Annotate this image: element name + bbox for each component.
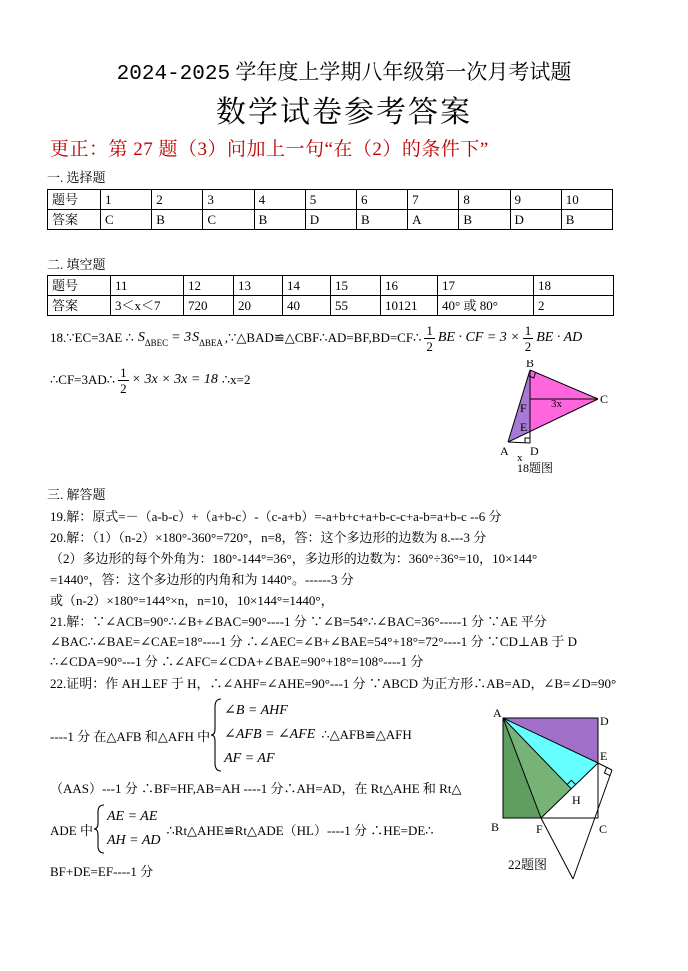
table-cell: 答案: [48, 210, 101, 230]
table-cell: B: [152, 210, 203, 230]
table-cell: 10121: [381, 296, 438, 316]
table-row: [48, 210, 613, 230]
table-cell: 3: [203, 190, 254, 210]
correction-note: 更正：第 27 题（3）问加上一句“在（2）的条件下”: [50, 139, 489, 160]
q22-system-1: [50, 698, 412, 772]
condition: ∠B = AHF: [224, 703, 288, 718]
solution-line: ∠BAC∴∠BAE=∠CAE=18°----1 分 ∴∠AEC=∠B+∠BAE=54°+18°=72°----1 分 ∵CD⊥AB 于 D: [50, 634, 578, 649]
solutions-heading: 三. 解答题: [47, 487, 106, 502]
table-cell: 1: [101, 190, 152, 210]
q18-expression: BE · CF = 3 ×: [437, 330, 520, 345]
fig22-label-h: H: [572, 793, 581, 807]
fig18-label-d: D: [530, 444, 539, 458]
q22-line-3: （AAS）---1 分 ∴BF=HF,AB=AH ----1 分∴AH=AD，在 Rt△AHE 和 Rt△: [50, 781, 462, 796]
fig18-label-c: C: [600, 392, 609, 406]
fig22-caption: 22题图: [508, 857, 548, 872]
q22-conditions-2: [107, 805, 161, 853]
condition: AE = AE: [106, 809, 158, 824]
table-cell: 6: [356, 190, 407, 210]
q18-text: 18.∵EC=3AE ∴: [50, 330, 134, 345]
choice-heading: 一. 选择题: [47, 170, 106, 185]
choice-answer-table: [47, 189, 613, 230]
table-cell: B: [459, 210, 510, 230]
table-cell: 10: [561, 190, 612, 210]
table-cell: 题号: [48, 276, 111, 296]
area-symbol: S: [192, 330, 200, 345]
q18-expression: × 3x × 3x = 18: [131, 372, 218, 387]
solution-line: 或（n-2）×180°=144°×n，n=10，10×144°=1440°，: [50, 593, 334, 608]
q22-text: ----1 分 在△AFB 和△AFH 中: [50, 728, 211, 744]
condition: AF = AF: [224, 751, 275, 766]
q22-system-2: [50, 804, 434, 854]
condition: ∠AFB = ∠AFE: [224, 727, 316, 742]
fill-answer-table: [47, 275, 614, 316]
table-cell: D: [305, 210, 356, 230]
q18-equals: = 3: [171, 330, 192, 345]
fig22-label-a: A: [493, 706, 502, 720]
fig18-right-angle-d: [525, 438, 530, 443]
table-cell: 40: [283, 296, 331, 316]
solution-line: ∴∠CDA=90°---1 分 ∴∠AFC=∠CDA+∠BAE=90°+18°=108°----1 分: [50, 654, 424, 669]
table-cell: 55: [331, 296, 381, 316]
fig18-caption: 18题图: [517, 461, 554, 475]
solution-line: 19.解：原式=－（a-b-c）+（a+b-c）-（c-a+b）=-a+b+c+a+b-c-c+a-b=a+b-c --6 分: [50, 509, 502, 524]
fraction-denominator: 2: [120, 380, 127, 396]
fig22-label-f: F: [536, 822, 543, 836]
q18-expression: BE · AD: [536, 330, 583, 345]
table-cell: 2: [152, 190, 203, 210]
table-cell: 3＜x＜7: [111, 296, 184, 316]
fig18-label-a: A: [500, 444, 509, 458]
fraction-denominator: 2: [426, 338, 433, 354]
fig22-label-d: D: [600, 714, 609, 728]
table-cell: 4: [254, 190, 305, 210]
table-cell: B: [254, 210, 305, 230]
table-cell: 题号: [48, 190, 101, 210]
fig18-region-bec: [530, 370, 598, 432]
area-subscript: ΔBEC: [144, 338, 169, 348]
q22-conditions-1: [224, 699, 315, 771]
q18-line-1: [50, 323, 582, 353]
fig18-label-cf: 3x: [551, 398, 562, 410]
q18-text: ∴x=2: [221, 372, 251, 387]
q18-text: ∴CF=3AD∴: [50, 372, 116, 387]
table-cell: B: [561, 210, 612, 230]
exam-title: [0, 56, 688, 86]
table-cell: 7: [408, 190, 459, 210]
table-cell: D: [510, 210, 561, 230]
solution-line: 21.解：∵∠ACB=90°∴∠B+∠BAC=90°----1 分 ∵∠B=54°∴∠BAC=36°-----1 分 ∵AE 平分: [50, 614, 547, 629]
fraction-numerator: 1: [524, 322, 532, 338]
table-cell: A: [408, 210, 459, 230]
table-cell: 40° 或 80°: [438, 296, 534, 316]
table-cell: 8: [459, 190, 510, 210]
table-cell: 14: [283, 276, 331, 296]
q22-conclusion: ∴△AFB≌△AFH: [321, 727, 412, 742]
table-row: [48, 276, 614, 296]
fig22-segment-ep: [598, 763, 612, 770]
exam-year: 2024-2025: [116, 63, 231, 86]
solution-line: =1440°，答：这个多边形的内角和为 1440°。------3 分: [50, 572, 354, 587]
table-cell: 720: [184, 296, 234, 316]
fraction-half: [424, 324, 435, 353]
fig18-segment-ad: [508, 442, 530, 443]
fig18-label-ad: x: [517, 452, 523, 464]
table-cell: 17: [438, 276, 534, 296]
area-subscript: ΔBEA: [199, 338, 223, 348]
table-cell: 2: [534, 296, 614, 316]
table-cell: C: [203, 210, 254, 230]
fraction-numerator: 1: [426, 322, 433, 338]
solution-line: 20.解：（1）（n-2）×180°-360°=720°，n=8，答：这个多边形的边数为 8.---3 分: [50, 530, 487, 545]
q22-conclusion: ∴Rt△AHE≌Rt△ADE（HL）----1 分 ∴HE=DE∴: [166, 822, 434, 838]
fraction-denominator: 2: [524, 338, 532, 354]
table-cell: B: [356, 210, 407, 230]
q22-line-5: BF+DE=EF----1 分: [50, 864, 154, 879]
fig18-label-b: B: [526, 360, 535, 370]
exam-title-text: 学年度上学期八年级第一次月考试题: [235, 60, 572, 84]
table-cell: C: [101, 210, 152, 230]
condition: AH = AD: [106, 833, 161, 848]
brace-icon: [93, 804, 105, 854]
q18-line-2: [50, 365, 250, 395]
answer-key-title: 数学试卷参考答案: [216, 96, 472, 129]
table-cell: 5: [305, 190, 356, 210]
table-cell: 11: [111, 276, 184, 296]
table-row: [48, 190, 613, 210]
brace-icon: [210, 698, 222, 772]
table-cell: 15: [331, 276, 381, 296]
table-cell: 18: [534, 276, 614, 296]
fig22-label-b: B: [491, 820, 500, 834]
table-cell: 9: [510, 190, 561, 210]
fraction-numerator: 1: [120, 364, 127, 380]
table-cell: 20: [234, 296, 283, 316]
fig22-label-e: E: [600, 749, 608, 763]
q22-text: ADE 中: [50, 822, 93, 838]
table-row: [48, 296, 614, 316]
solution-line: （2）多边形的每个外角为：180°-144°=36°，多边形的边数为：360°÷36°=10，10×144°: [50, 551, 538, 566]
figure-22: [488, 705, 625, 885]
table-cell: 16: [381, 276, 438, 296]
table-cell: 12: [184, 276, 234, 296]
solution-line: 22.证明：作 AH⊥EF 于 H，∴∠AHF=∠AHE=90°---1 分 ∵ABCD 为正方形∴AB=AD，∠B=∠D=90°: [50, 676, 617, 691]
fill-heading: 二. 填空题: [47, 257, 106, 272]
area-symbol: S: [137, 330, 145, 345]
fig22-label-c: C: [599, 822, 608, 836]
table-cell: 答案: [48, 296, 111, 316]
fraction-half: [523, 324, 534, 353]
fraction-half: [118, 366, 129, 395]
fig18-label-e: E: [520, 420, 528, 434]
q18-text: ,∵△BAD≌△CBF∴AD=BF,BD=CF∴: [224, 330, 422, 345]
table-cell: 13: [234, 276, 283, 296]
figure-18: [495, 360, 610, 475]
fig18-label-f: F: [520, 401, 527, 415]
